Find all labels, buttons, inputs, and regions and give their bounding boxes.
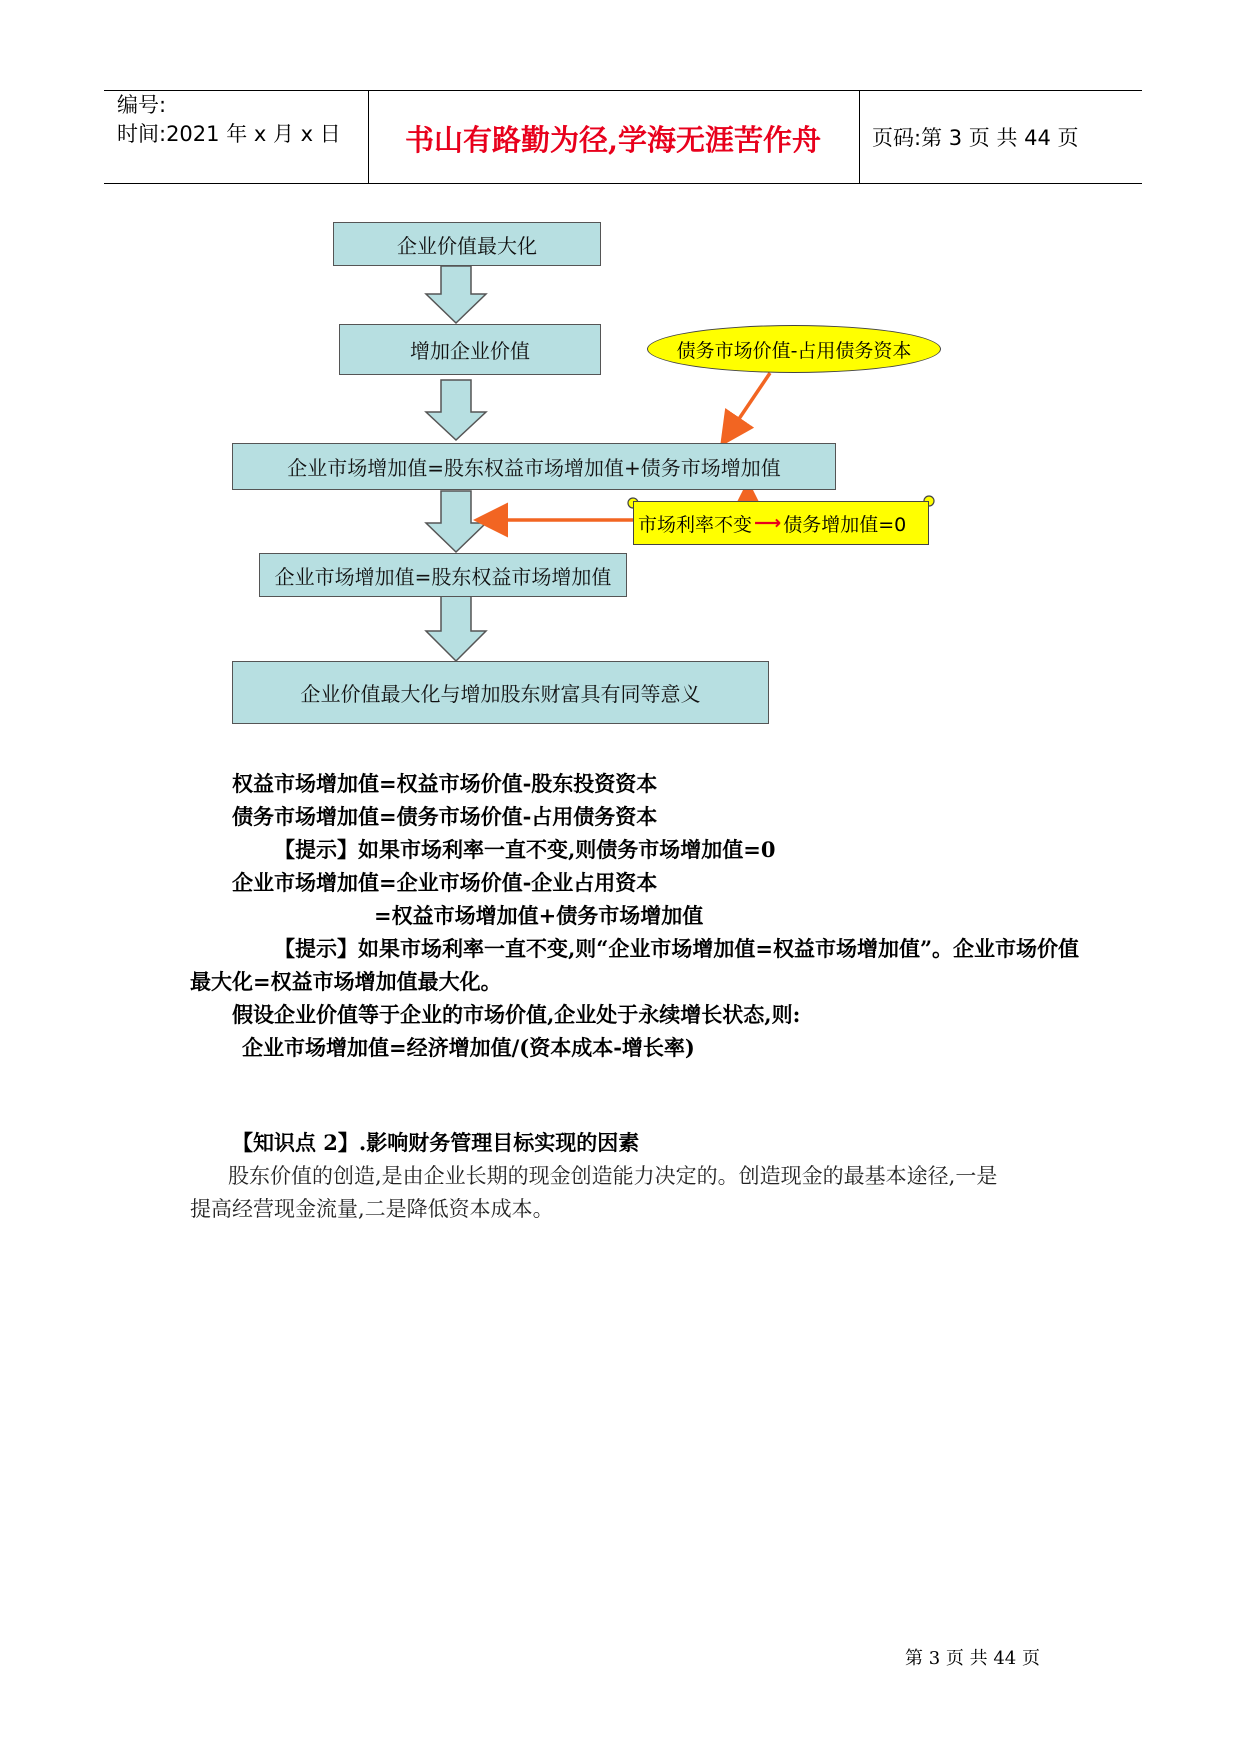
flow-box-maximize-value: 企业价值最大化 — [333, 222, 601, 266]
page-footer: 第 3 页 共 44 页 — [905, 1648, 1040, 1669]
text-line-tip-2-cont: 最大化=权益市场增加值最大化。 — [190, 969, 502, 994]
text-line-enterprise-mva: 企业市场增加值=企业市场价值-企业占用资本 — [232, 870, 658, 895]
text-line-formula: 企业市场增加值=经济增加值/(资本成本-增长率) — [242, 1035, 695, 1060]
knowledge-point-heading: 【知识点 2】.影响财务管理目标实现的因素 — [232, 1130, 640, 1155]
scroll-note-left-text: 市场利率不变 — [638, 513, 753, 536]
flowchart-connectors — [0, 0, 1241, 760]
serial-label: 编号: — [117, 93, 167, 117]
text-line-tip-2: 【提示】如果市场利率一直不变,则“企业市场增加值=权益市场增加值”。企业市场价值 — [274, 936, 1080, 961]
flow-box-increase-value: 增加企业价值 — [339, 324, 601, 375]
red-right-arrow-icon: ⟶ — [754, 512, 782, 534]
flow-box-market-value-added: 企业市场增加值=股东权益市场增加值+债务市场增加值 — [232, 443, 836, 490]
flow-box-equivalence: 企业价值最大化与增加股东财富具有同等意义 — [232, 661, 769, 724]
note-ellipse-debt: 债务市场价值-占用债务资本 — [647, 325, 941, 373]
block-arrow-3 — [426, 491, 486, 552]
text-line-enterprise-mva-sum: =权益市场增加值+债务市场增加值 — [374, 903, 704, 928]
block-arrow-4 — [426, 596, 486, 661]
knowledge-text-line-1: 股东价值的创造,是由企业长期的现金创造能力决定的。创造现金的最基本途径,一是 — [228, 1164, 998, 1188]
scroll-note-rate — [633, 501, 929, 545]
text-line-tip-1: 【提示】如果市场利率一直不变,则债务市场增加值=0 — [274, 837, 776, 862]
page-label: 页码:第 3 页 共 44 页 — [872, 126, 1079, 150]
text-line-equity-mva: 权益市场增加值=权益市场价值-股东投资资本 — [232, 771, 658, 796]
time-label: 时间:2021 年 x 月 x 日 — [117, 122, 341, 146]
header-motto: 书山有路勤为径,学海无涯苦作舟 — [404, 123, 822, 157]
text-line-debt-mva: 债务市场增加值=债务市场价值-占用债务资本 — [232, 804, 658, 829]
text-line-assumption: 假设企业价值等于企业的市场价值,企业处于永续增长状态,则: — [232, 1002, 801, 1027]
block-arrow-1 — [426, 266, 486, 323]
orange-arrow-ellipse — [724, 373, 770, 441]
scroll-note-right-text: 债务增加值=0 — [783, 513, 907, 536]
flow-box-equity-value-added: 企业市场增加值=股东权益市场增加值 — [259, 553, 627, 597]
knowledge-text-line-2: 提高经营现金流量,二是降低资本成本。 — [190, 1197, 554, 1221]
block-arrow-2 — [426, 380, 486, 440]
